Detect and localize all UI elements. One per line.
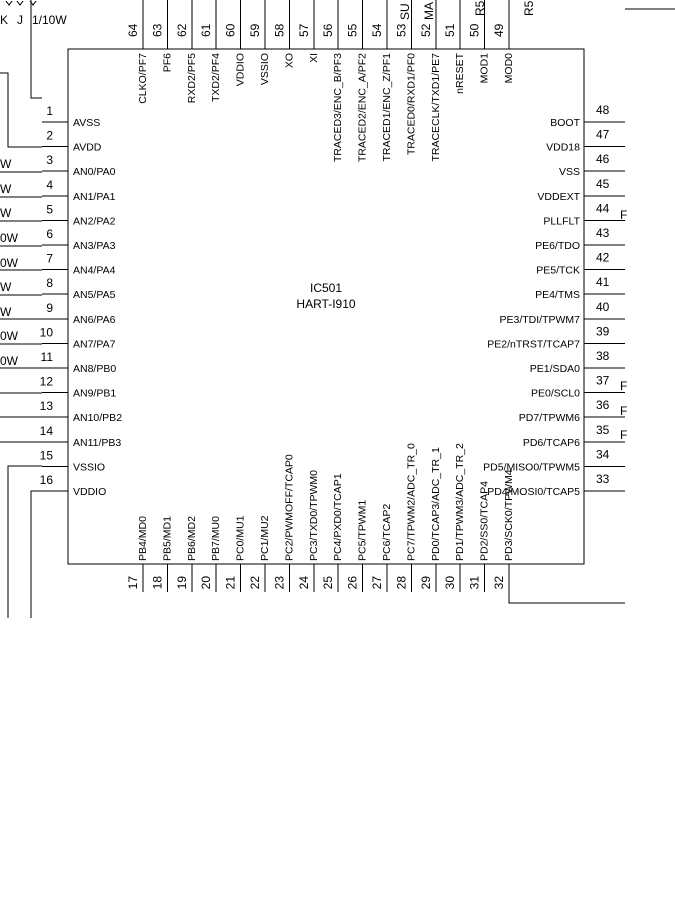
pin-number: 44 [596,201,610,216]
pin-number: 54 [370,23,384,37]
pin-number: 15 [39,448,53,463]
pin-label: AN8/PB0 [73,363,117,375]
pin-label: PB5/MD1 [161,516,174,561]
pin-number: 23 [272,576,287,590]
pin-number: 1 [46,104,53,118]
pin-label: VSS [558,166,580,179]
part-designator: IC501 [309,281,343,295]
offpage-label: F [620,379,628,393]
pin-label: VDDIO [234,53,247,87]
pin-label: PE0/SCL0 [530,387,580,400]
pin-label: PB6/MD2 [185,516,198,561]
pin-label: AN3/PA3 [73,240,116,252]
pin-label: PD1/TPWM3/ADC_TR_2 [454,443,467,561]
pin-label: TXD2/PF4 [210,53,223,103]
pin-label: PC2/PWMOFF/TCAP0 [283,454,296,561]
pin-number: 27 [370,576,384,590]
pin-number: 18 [150,576,165,590]
offpage-label: 1/10W [32,13,67,27]
pin-label: AN0/PA0 [73,166,116,179]
pin-number: 47 [596,127,610,142]
wire [8,466,42,618]
pin-number: 63 [150,23,165,37]
pin-label: AN9/PB1 [73,387,117,400]
pin-label: AN1/PA1 [73,190,116,203]
pin-label: PE3/TDI/TPWM7 [499,313,580,326]
pin-label: TRACED0/RXD1/PF0 [405,53,418,156]
pin-number: 3 [46,153,53,168]
pin-number: 25 [321,576,336,590]
offpage-label: J [17,13,23,27]
pin-number: 10 [39,325,53,340]
pin-label: AN6/PA6 [73,313,116,326]
pin-label: VDD18 [546,141,580,154]
wire [509,592,625,603]
offpage-label: F [620,404,628,418]
pin-label: VSSIO [259,53,271,86]
pin-number: 20 [199,576,214,590]
pin-number: 57 [296,23,311,37]
pin-number: 45 [596,176,610,191]
pin-label: TRACED2/ENC_A/PF2 [356,53,369,163]
pin-label: PC0/MU1 [234,515,247,561]
pin-label: PD4/MOSI0/TCAP5 [487,486,580,498]
pin-number: 35 [596,422,610,437]
pin-label: AN11/PB3 [73,436,122,449]
pin-number: 12 [39,374,53,389]
pin-number: 51 [443,23,458,37]
offpage-label: MA [422,2,436,20]
pin-number: 5 [46,202,53,217]
pin-label: VSSIO [73,461,106,474]
pin-label: PC6/TCAP2 [381,503,393,561]
offpage-label: W [0,305,12,319]
pin-label: PE4/TMS [535,289,580,302]
pin-number: 52 [418,23,433,37]
pin-number: 53 [394,23,409,37]
pin-number: 56 [321,23,336,37]
pin-number: 2 [46,128,53,143]
pin-label: RXD2/PF5 [185,53,198,104]
pin-label: PC7/TPWM2/ADC_TR_0 [405,443,418,561]
pin-number: 29 [418,576,433,590]
pin-number: 8 [46,276,53,291]
pin-label: PD7/TPWM6 [518,412,580,425]
pin-label: AN4/PA4 [73,264,116,277]
pin-number: 49 [492,23,506,37]
arrow-marker [6,1,12,5]
pin-label: AN2/PA2 [73,215,116,228]
pin-number: 46 [596,152,610,167]
offpage-label: K [0,13,9,27]
pin-number: 32 [492,576,506,590]
pin-label: PD0/TCAP3/ADC_TR_1 [429,447,442,561]
pin-label: PC4/PXD0/TCAP1 [332,473,345,561]
pin-label: XO [283,53,296,69]
pin-number: 41 [596,275,610,290]
pin-number: 22 [248,576,262,590]
offpage-label: 0W [0,256,18,270]
offpage-label: 0W [0,354,18,368]
pin-label: PD2/SS0/TCAP4 [478,481,491,561]
pin-number: 4 [46,177,53,192]
pin-label: MOD1 [478,53,491,84]
pin-number: 13 [39,399,53,414]
pin-label: PC5/TPWM1 [356,499,369,561]
pin-number: 43 [596,226,610,240]
offpage-label: W [0,182,12,196]
pin-number: 39 [596,324,610,339]
pin-number: 34 [596,447,610,462]
pin-number: 24 [296,576,311,590]
pin-number: 40 [596,299,610,314]
pin-number: 7 [46,251,53,266]
pin-label: AN10/PB2 [73,412,123,425]
offpage-label: W [0,280,12,294]
pin-label: AVSS [73,117,101,129]
pin-number: 42 [596,250,610,265]
pin-label: AVDD [73,141,102,154]
pin-number: 6 [46,227,53,241]
pin-label: nRESET [454,53,467,94]
pin-number: 11 [40,350,53,364]
part-name: HART-I910 [296,297,356,311]
pin-number: 60 [223,23,238,37]
pin-label: PD6/TCAP6 [522,436,580,449]
pin-label: TRACED1/ENC_Z/PF1 [381,53,393,162]
pin-label: PB4/MD0 [137,516,149,561]
offpage-label: W [0,206,12,220]
pin-number: 64 [126,23,140,37]
offpage-label: 0W [0,231,18,245]
pin-number: 28 [394,576,409,590]
pin-label: PD3/SCK0/TPWM4 [503,469,515,561]
wire [0,73,42,147]
pin-label: PE6/TDO [535,240,580,252]
pin-number: 33 [596,472,610,486]
pin-label: VDDIO [73,486,107,498]
pin-label: PC3/TXD0/TPWM0 [307,469,320,561]
pin-number: 62 [174,23,189,37]
pin-label: PB7/MU0 [210,516,223,561]
pin-number: 9 [46,300,53,315]
pin-number: 14 [39,423,53,438]
pin-number: 36 [596,398,610,413]
pin-number: 55 [345,23,360,37]
offpage-label: R5 [473,0,487,16]
pin-label: PC1/MU2 [259,515,271,561]
wire [31,491,42,618]
pin-number: 61 [199,23,214,37]
pin-number: 37 [596,373,610,388]
pin-number: 26 [345,576,360,590]
offpage-label: F [620,428,628,442]
pin-label: PF6 [161,53,174,73]
pin-label: PE1/SDA0 [529,363,580,375]
offpage-label: 0W [0,329,18,343]
pin-label: TRACED3/ENC_B/PF3 [332,53,345,163]
pin-number: 17 [126,576,140,590]
pin-label: AN7/PA7 [73,338,116,351]
offpage-label: W [0,157,12,171]
pin-label: VDDEXT [537,190,580,203]
pin-label: MOD0 [503,53,515,84]
pin-number: 31 [467,576,482,590]
pin-label: TRACECLK/TXD1/PE7 [429,53,442,162]
arrow-marker [17,1,23,5]
pin-number: 59 [248,23,262,37]
pin-label: AN5/PA5 [73,289,116,302]
pin-label: BOOT [550,117,580,129]
pin-number: 50 [467,23,482,37]
pin-label: PD5/MISO0/TPWM5 [483,461,580,474]
pin-label: XI [307,53,320,63]
pin-number: 19 [174,576,189,590]
pin-label: PE2/nTRST/TCAP7 [487,338,580,351]
pin-number: 21 [223,576,238,590]
pin-label: PLLFLT [543,215,580,228]
pin-label: CLKO/PF7 [137,53,149,104]
pin-number: 30 [443,576,458,590]
offpage-label: F [620,208,628,222]
offpage-label: SU [398,3,412,20]
pin-number: 16 [39,473,53,487]
pin-label: PE5/TCK [536,264,580,277]
offpage-label: R5 [522,0,536,16]
pin-number: 58 [272,23,287,37]
pin-number: 48 [596,103,610,117]
pin-number: 38 [596,349,610,363]
